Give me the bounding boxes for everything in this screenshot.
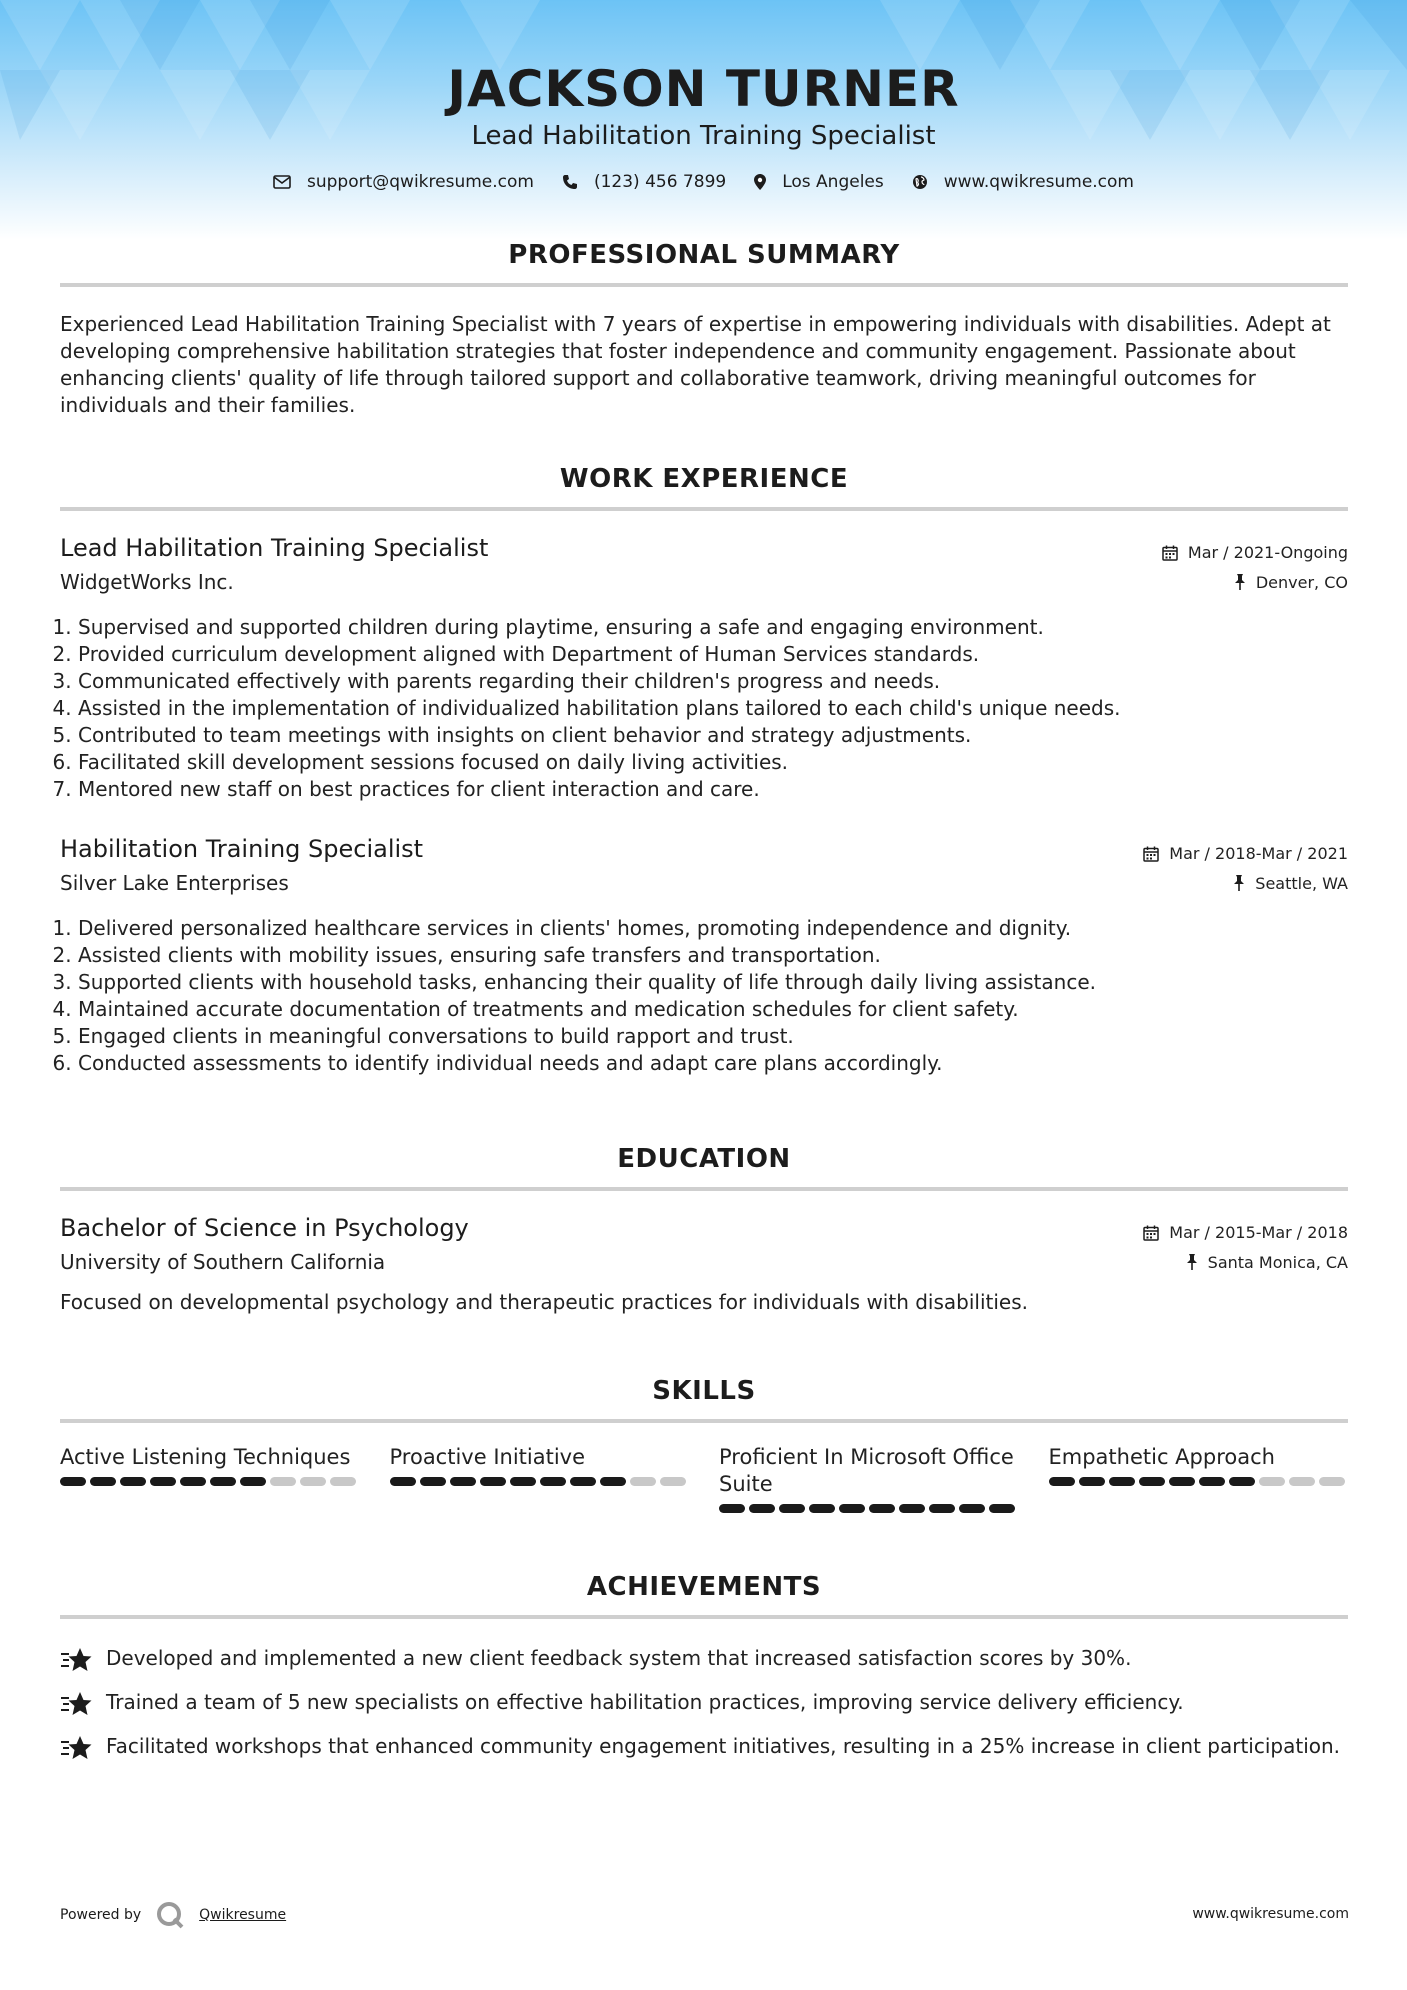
skill-level-meter	[719, 1504, 1019, 1513]
education-heading: EDUCATION	[617, 1144, 791, 1174]
skill-dot-filled	[570, 1477, 596, 1486]
footer-powered-by	[60, 1900, 286, 1930]
job-1-company: WidgetWorks Inc.	[60, 570, 234, 594]
skill-dot-filled	[390, 1477, 416, 1486]
skill-dot-filled	[1049, 1477, 1075, 1486]
education-location	[1186, 1253, 1348, 1272]
skill-dot-empty	[1259, 1477, 1285, 1486]
pushpin-icon	[1186, 1254, 1198, 1270]
skill-dot-filled	[749, 1504, 775, 1513]
skill-dot-filled	[1199, 1477, 1225, 1486]
skill-dot-empty	[300, 1477, 326, 1486]
skill-dot-filled	[779, 1504, 805, 1513]
skill-dot-empty	[1319, 1477, 1345, 1486]
skill-item	[60, 1444, 360, 1513]
job-1-location	[1234, 573, 1348, 592]
skill-dot-filled	[480, 1477, 506, 1486]
triangle-pattern	[0, 0, 1407, 240]
summary-divider	[60, 283, 1348, 287]
skill-dot-filled	[90, 1477, 116, 1486]
contact-website[interactable]	[912, 172, 1134, 192]
job-2-dates	[1143, 844, 1348, 863]
skill-dot-filled	[719, 1504, 745, 1513]
skill-name: Active Listening Techniques	[60, 1445, 351, 1469]
skill-dot-empty	[660, 1477, 686, 1486]
skill-dot-filled	[210, 1477, 236, 1486]
skill-dot-filled	[600, 1477, 626, 1486]
education-divider	[60, 1187, 1348, 1191]
skill-dot-filled	[1169, 1477, 1195, 1486]
education-header	[60, 1214, 1348, 1274]
list-item: 2. Provided curriculum development aligned with Department of Human Services standards.	[78, 641, 1368, 668]
summary-text: Experienced Lead Habilitation Training Specialist with 7 years of expertise in empowering individuals with disabilities. Adept at developing comprehensive habilitation strategies that foster independence and community engagement. Passionate about enhancing clients' quality of life through tailored support and collaborative teamwork, driving meaningful outcomes for individuals and their families.	[60, 312, 1331, 417]
contact-website-text: www.qwikresume.com	[943, 172, 1134, 192]
skill-item	[1049, 1444, 1349, 1513]
skill-level-meter	[60, 1477, 360, 1486]
achievements-divider	[60, 1615, 1348, 1619]
job-2-bullets	[60, 915, 1368, 1077]
footer-website[interactable]: www.qwikresume.com	[1192, 1906, 1349, 1922]
contact-location-text: Los Angeles	[782, 172, 884, 192]
candidate-name: JACKSON TURNER	[447, 60, 960, 118]
skill-dot-filled	[180, 1477, 206, 1486]
skill-name: Proficient In Microsoft Office Suite	[719, 1445, 1014, 1496]
calendar-icon	[1143, 846, 1159, 862]
skill-dot-filled	[540, 1477, 566, 1486]
summary-heading: PROFESSIONAL SUMMARY	[508, 240, 900, 270]
skills-divider	[60, 1419, 1348, 1423]
education-location-text: Santa Monica, CA	[1207, 1252, 1348, 1272]
skill-dot-filled	[120, 1477, 146, 1486]
job-1-dates-text: Mar / 2021-Ongoing	[1187, 543, 1348, 562]
skill-dot-empty	[270, 1477, 296, 1486]
list-item: 1. Delivered personalized healthcare services in clients' homes, promoting independence and dignity.	[78, 915, 1368, 942]
contact-phone[interactable]	[562, 172, 726, 192]
globe-icon	[912, 174, 928, 190]
skill-dot-filled	[60, 1477, 86, 1486]
job-2-role: Habilitation Training Specialist	[60, 835, 424, 863]
skill-name: Empathetic Approach	[1048, 1445, 1275, 1469]
list-item: 2. Assisted clients with mobility issues, ensuring safe transfers and transportation.	[78, 942, 1368, 969]
header-background	[0, 0, 1407, 240]
skill-dot-filled	[1079, 1477, 1105, 1486]
pushpin-icon	[1233, 875, 1245, 891]
skill-dot-empty	[1289, 1477, 1315, 1486]
skill-dot-filled	[1109, 1477, 1135, 1486]
brand-link[interactable]: Qwikresume	[199, 1907, 287, 1923]
skill-dot-filled	[869, 1504, 895, 1513]
skills-list	[60, 1444, 1348, 1513]
experience-divider	[60, 507, 1348, 511]
skill-name: Proactive Initiative	[389, 1445, 586, 1469]
contact-phone-text: (123) 456 7899	[593, 172, 727, 192]
skill-level-meter	[390, 1477, 690, 1486]
list-item: 4. Assisted in the implementation of individualized habilitation plans tailored to each child's unique needs.	[78, 695, 1368, 722]
star-icon	[60, 1691, 92, 1717]
skill-item	[390, 1444, 690, 1513]
job-2-dates-text: Mar / 2018-Mar / 2021	[1169, 844, 1348, 863]
phone-icon	[562, 174, 578, 190]
contact-email[interactable]	[273, 172, 534, 192]
job-1-role: Lead Habilitation Training Specialist	[60, 534, 489, 562]
achievement-text: Developed and implemented a new client feedback system that increased satisfaction scores by 30%.	[106, 1646, 1132, 1670]
experience-heading: WORK EXPERIENCE	[559, 464, 849, 494]
skill-dot-filled	[989, 1504, 1015, 1513]
skill-dot-filled	[240, 1477, 266, 1486]
skill-dot-filled	[1139, 1477, 1165, 1486]
calendar-icon	[1143, 1225, 1159, 1241]
list-item: 4. Maintained accurate documentation of treatments and medication schedules for client safety.	[78, 996, 1368, 1023]
list-item: 3. Supported clients with household tasks, enhancing their quality of life through daily living assistance.	[78, 969, 1368, 996]
education-dates-text: Mar / 2015-Mar / 2018	[1169, 1223, 1348, 1242]
job-1-dates	[1162, 543, 1348, 562]
skill-level-meter	[1049, 1477, 1349, 1486]
skill-dot-empty	[330, 1477, 356, 1486]
skill-dot-empty	[630, 1477, 656, 1486]
star-icon	[60, 1647, 92, 1673]
map-pin-icon	[754, 174, 766, 190]
education-school: University of Southern California	[60, 1250, 386, 1274]
star-icon	[60, 1735, 92, 1761]
achievement-item	[60, 1733, 1348, 1761]
skill-dot-filled	[959, 1504, 985, 1513]
achievement-item	[60, 1645, 1348, 1673]
education-dates	[1143, 1223, 1348, 1242]
list-item: 5. Contributed to team meetings with insights on client behavior and strategy adjustments.	[78, 722, 1368, 749]
list-item: 7. Mentored new staff on best practices for client interaction and care.	[78, 776, 1368, 803]
achievement-text: Facilitated workshops that enhanced community engagement initiatives, resulting in a 25% increase in client participation.	[106, 1734, 1341, 1758]
list-item: 3. Communicated effectively with parents regarding their children's progress and needs.	[78, 668, 1368, 695]
job-2-header	[60, 835, 1348, 895]
skill-dot-filled	[929, 1504, 955, 1513]
skills-heading: SKILLS	[652, 1376, 756, 1406]
contact-email-text: support@qwikresume.com	[307, 172, 534, 192]
job-2-location	[1233, 874, 1348, 893]
skill-dot-filled	[450, 1477, 476, 1486]
contact-location	[754, 172, 884, 192]
list-item: 6. Facilitated skill development sessions focused on daily living activities.	[78, 749, 1368, 776]
achievement-text: Trained a team of 5 new specialists on effective habilitation practices, improving service delivery efficiency.	[106, 1690, 1184, 1714]
achievements-heading: ACHIEVEMENTS	[586, 1572, 822, 1602]
powered-by-label: Powered by	[60, 1907, 142, 1923]
contact-bar	[0, 172, 1407, 192]
skill-dot-filled	[809, 1504, 835, 1513]
job-1-location-text: Denver, CO	[1255, 572, 1348, 592]
skill-dot-filled	[150, 1477, 176, 1486]
candidate-title: Lead Habilitation Training Specialist	[471, 121, 936, 151]
job-2-company: Silver Lake Enterprises	[60, 871, 289, 895]
job-1-bullets	[60, 614, 1368, 803]
education-description: Focused on developmental psychology and therapeutic practices for individuals with disabilities.	[60, 1290, 1029, 1314]
skill-item	[719, 1444, 1019, 1513]
job-1-header	[60, 534, 1348, 594]
list-item: 1. Supervised and supported children during playtime, ensuring a safe and engaging environment.	[78, 614, 1368, 641]
list-item: 5. Engaged clients in meaningful conversations to build rapport and trust.	[78, 1023, 1368, 1050]
skill-dot-filled	[899, 1504, 925, 1513]
list-item: 6. Conducted assessments to identify individual needs and adapt care plans accordingly.	[78, 1050, 1368, 1077]
envelope-icon	[273, 175, 291, 189]
calendar-icon	[1162, 545, 1178, 561]
pushpin-icon	[1234, 574, 1246, 590]
skill-dot-filled	[839, 1504, 865, 1513]
qwikresume-logo-icon	[155, 1900, 185, 1930]
achievement-item	[60, 1689, 1348, 1717]
skill-dot-filled	[1229, 1477, 1255, 1486]
skill-dot-filled	[510, 1477, 536, 1486]
job-2-location-text: Seattle, WA	[1255, 873, 1348, 893]
education-degree: Bachelor of Science in Psychology	[60, 1214, 469, 1242]
skill-dot-filled	[420, 1477, 446, 1486]
